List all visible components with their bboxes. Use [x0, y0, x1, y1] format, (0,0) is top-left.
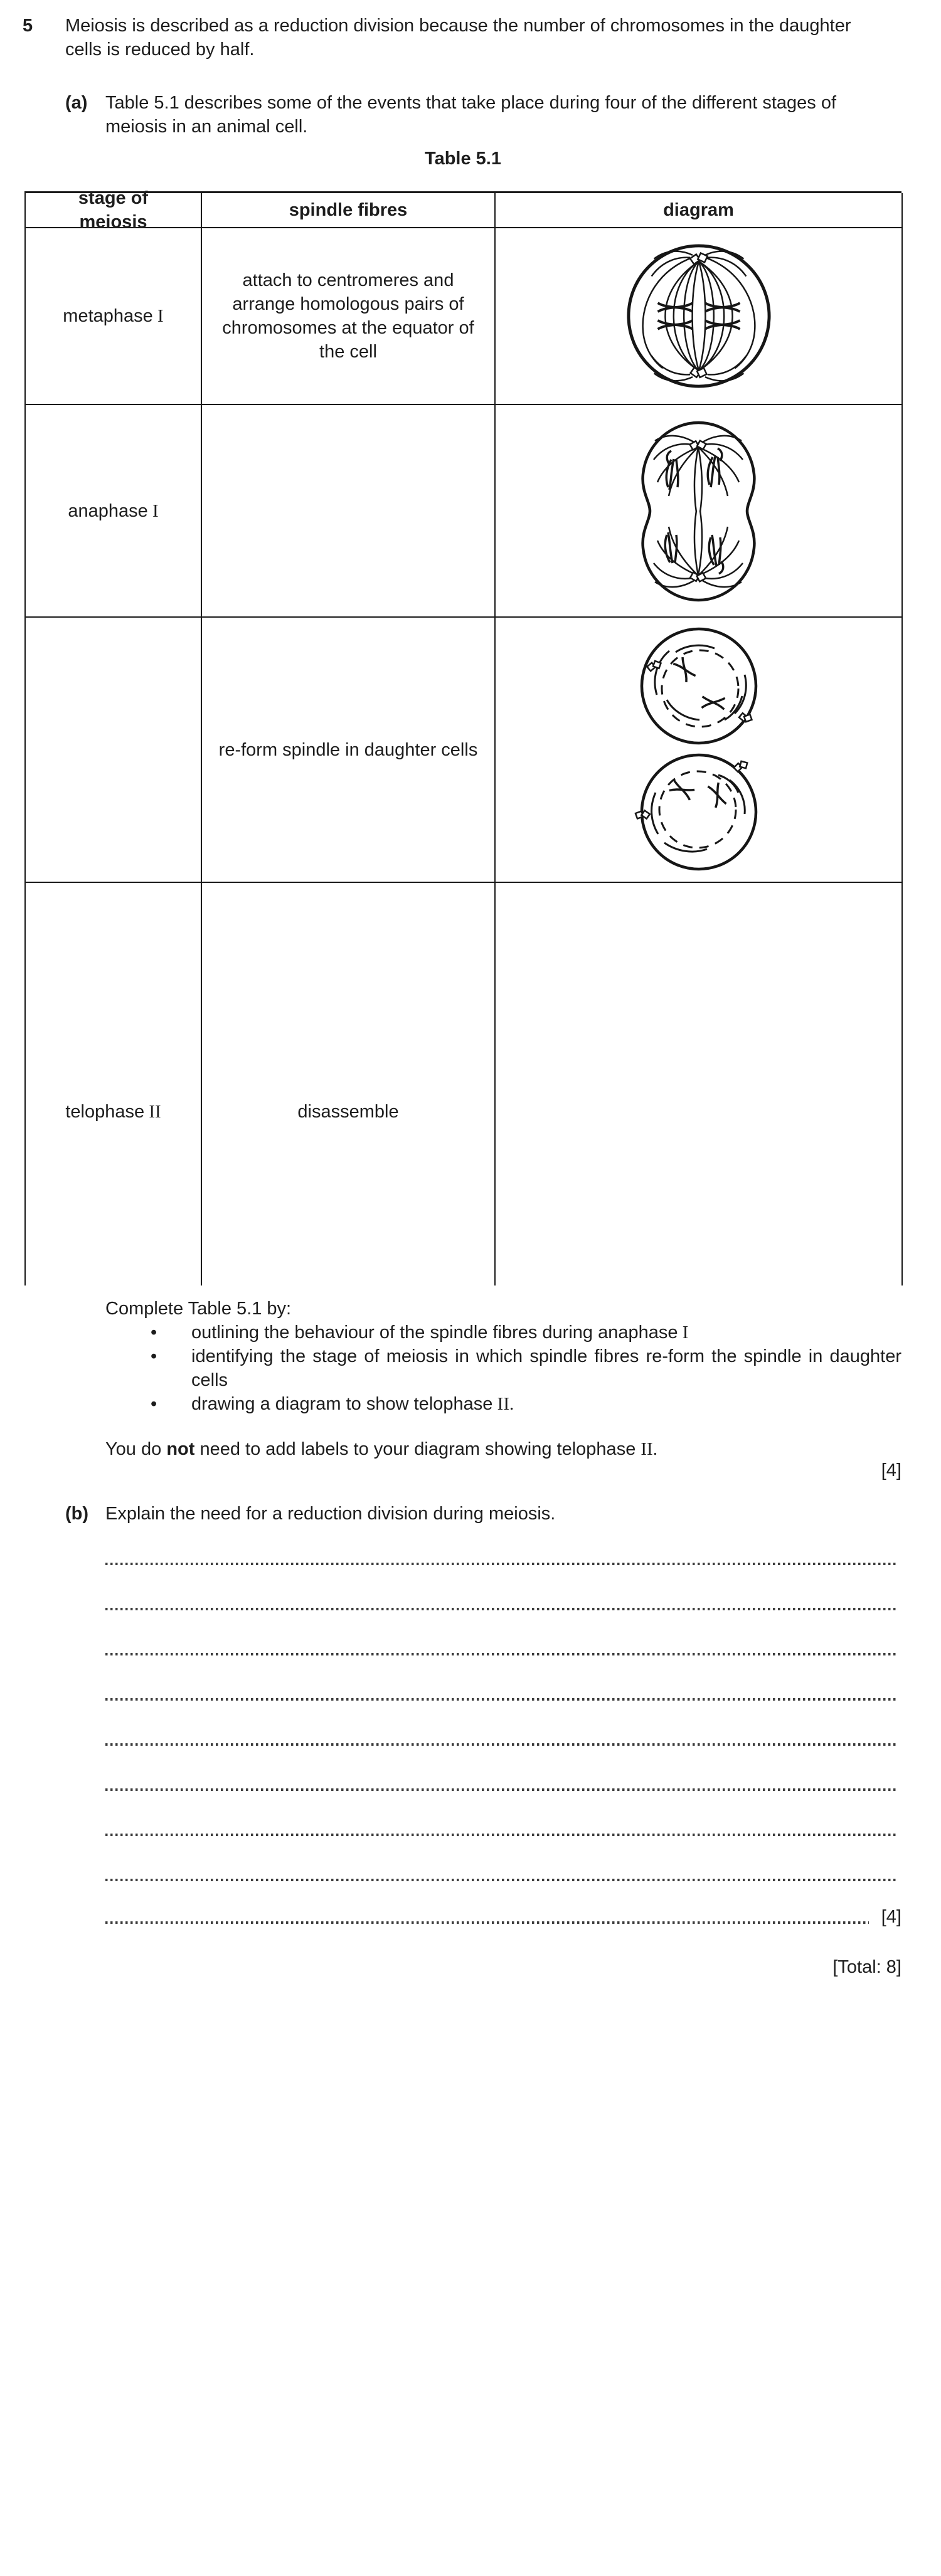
cell-fibres-metaphase-1: attach to centromeres and arrange homologous pairs of chromosomes at the equator of the cell — [202, 228, 496, 405]
part-a-text: Table 5.1 describes some of the events that take place during four of the different stages of meiosis in an animal cell. — [105, 93, 837, 137]
cell-diagram-daughter-cells — [496, 618, 903, 883]
part-a-label: (a) — [65, 93, 88, 113]
cell-fibres-reform-spindle: re-form spindle in daughter cells — [202, 618, 496, 883]
answer-line[interactable] — [105, 1743, 898, 1746]
total-marks: [Total: 8] — [832, 1957, 901, 1977]
bullet-icon: • — [151, 1346, 157, 1366]
no-labels-note: You do not need to add labels to your diagram showing telophase II. — [105, 1439, 657, 1459]
table-title: Table 5.1 — [425, 149, 501, 169]
answer-line-final-row — [105, 1905, 901, 1929]
part-b-label: (b) — [65, 1504, 89, 1524]
cell-diagram-telophase-2-empty[interactable] — [496, 883, 903, 1285]
cell-stage-metaphase-1: metaphase I — [26, 228, 202, 405]
header-cell-spindle-fibres: spindle fibres — [202, 193, 496, 228]
answer-line[interactable] — [105, 1834, 898, 1836]
bullet-item-draw-telophase: • drawing a diagram to show telophase II. — [105, 1392, 901, 1416]
cell-fibres-anaphase-1-empty[interactable] — [202, 405, 496, 618]
bullet-item-anaphase: • outlining the behaviour of the spindle fibres during anaphase I — [105, 1321, 901, 1344]
cell-stage-blank[interactable] — [26, 618, 202, 883]
complete-instructions-block — [105, 1297, 901, 1416]
header-cell-stage-of-meiosis: stage of meiosis — [26, 193, 202, 228]
answer-line[interactable] — [105, 1653, 898, 1655]
answer-line[interactable] — [105, 1788, 898, 1791]
question-number: 5 — [23, 16, 33, 36]
cell-fibres-disassemble: disassemble — [202, 883, 496, 1285]
answer-line[interactable] — [105, 1608, 898, 1610]
cell-stage-telophase-2: telophase II — [26, 883, 202, 1285]
answer-line[interactable] — [105, 1921, 869, 1924]
part-b-marks: [4] — [881, 1907, 901, 1927]
answer-line[interactable] — [105, 1698, 898, 1701]
cell-diagram-metaphase-1 — [496, 228, 903, 405]
header-cell-diagram: diagram — [496, 193, 903, 228]
bullet-icon: • — [151, 1322, 157, 1343]
cell-diagram-anaphase-1 — [496, 405, 903, 618]
anaphase-1-cell-diagram-icon — [634, 418, 763, 604]
metaphase-1-cell-diagram-icon — [624, 240, 774, 392]
cell-stage-anaphase-1: anaphase I — [26, 405, 202, 618]
daughter-cells-diagram-icon — [629, 626, 768, 874]
part-a-marks: [4] — [881, 1460, 901, 1481]
meiosis-stages-table — [24, 188, 901, 1285]
answer-line[interactable] — [105, 1879, 898, 1881]
bullet-icon: • — [151, 1394, 157, 1414]
answer-line[interactable] — [105, 1563, 898, 1565]
part-b-text: Explain the need for a reduction division during meiosis. — [105, 1504, 556, 1524]
bullet-item-identify-stage: • identifying the stage of meiosis in which spindle fibres re-form the spindle in daughter cells — [105, 1344, 901, 1392]
complete-instruction: Complete Table 5.1 by: — [105, 1299, 292, 1319]
question-intro: Meiosis is described as a reduction division because the number of chromosomes in the daughter cells is reduced by half. — [65, 16, 851, 60]
